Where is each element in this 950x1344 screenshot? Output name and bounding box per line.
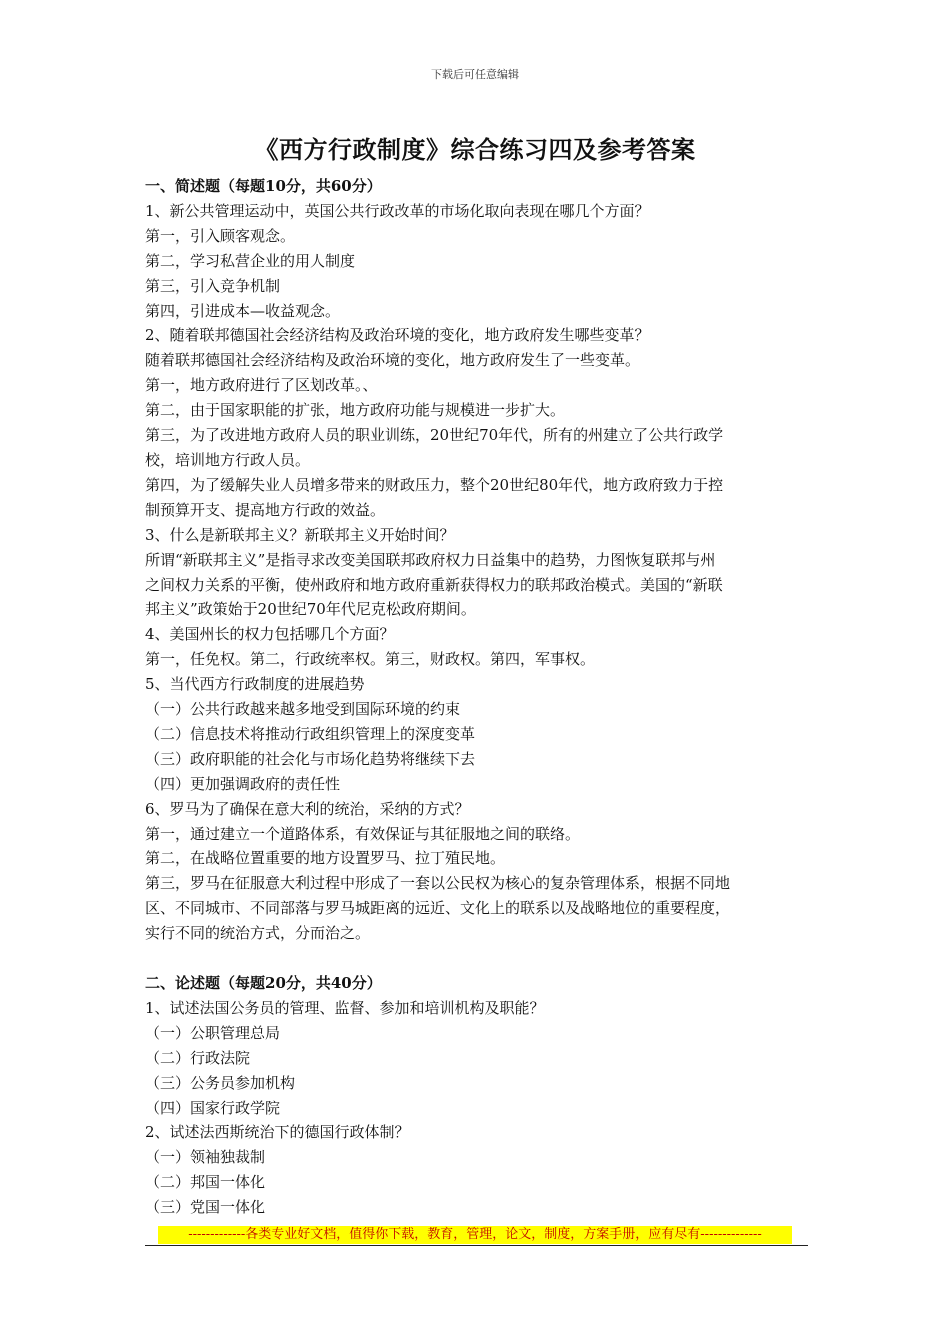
text-line: 第一，引入顾客观念。: [145, 226, 296, 245]
text-line: （一）领袖独裁制: [145, 1148, 266, 1167]
text-line: （一）公共行政越来越多地受到国际环境的约束: [145, 700, 461, 719]
text-line: 第一，通过建立一个道路体系，有效保证与其征服地之间的联络。: [145, 824, 581, 843]
text-line: （二）行政法院: [145, 1048, 251, 1067]
header-note: 下载后可任意编辑: [431, 68, 519, 81]
text-line: 制预算开支、提高地方行政的效益。: [145, 500, 386, 519]
text-line: 1、新公共管理运动中，英国公共行政改革的市场化取向表现在哪几个方面？: [145, 201, 650, 220]
text-line: 第三，引入竞争机制: [145, 276, 281, 295]
text-line: 校，培训地方行政人员。: [145, 450, 311, 469]
text-line: 第二，学习私营企业的用人制度: [145, 251, 356, 270]
text-line: 第一，地方政府进行了区划改革。、: [145, 376, 378, 395]
text-line: 2、随着联邦德国社会经济结构及政治环境的变化，地方政府发生哪些变革？: [145, 326, 650, 345]
text-line: 实行不同的统治方式，分而治之。: [145, 924, 371, 943]
text-line: 3、什么是新联邦主义？新联邦主义开始时间？: [145, 525, 455, 544]
text-line: 第一，任免权。第二，行政统率权。第三，财政权。第四，军事权。: [145, 650, 596, 669]
text-line: （二）信息技术将推动行政组织管理上的深度变革: [145, 724, 476, 743]
text-line: 随着联邦德国社会经济结构及政治环境的变化，地方政府发生了一些变革。: [145, 351, 641, 370]
document-body: [145, 174, 810, 1220]
text-line: 第三，罗马在征服意大利过程中形成了一套以公民权为核心的复杂管理体系，根据不同地: [145, 874, 731, 893]
text-line: 之间权力关系的平衡，使州政府和地方政府重新获得权力的联邦政治模式。美国的“新联: [145, 575, 723, 594]
footer-banner: -------------各类专业好文档，值得你下载，教育，管理，论文，制度，方案手册，应有尽有--------------: [158, 1226, 792, 1244]
text-line: 第四，引进成本—收益观念。: [145, 301, 341, 320]
document-title: 《西方行政制度》综合练习四及参考答案: [254, 135, 696, 164]
text-line: 第二，由于国家职能的扩张，地方政府功能与规模进一步扩大。: [145, 401, 566, 420]
text-line: 2、试述法西斯统治下的德国行政体制？: [145, 1123, 410, 1142]
text-line: （四）更加强调政府的责任性: [145, 774, 341, 793]
section-heading: 二、论述题（每题20分，共40分）: [145, 973, 382, 992]
blank-line: [145, 946, 810, 971]
section-heading: 一、简述题（每题10分，共60分）: [145, 177, 382, 195]
text-line: （三）公务员参加机构: [145, 1073, 296, 1092]
text-line: 1、试述法国公务员的管理、监督、参加和培训机构及职能？: [145, 998, 545, 1017]
text-line: （四）国家行政学院: [145, 1098, 281, 1117]
text-line: 4、美国州长的权力包括哪几个方面？: [145, 625, 395, 644]
footer-divider: [145, 1245, 808, 1246]
text-line: 第四，为了缓解失业人员增多带来的财政压力，整个20世纪80年代，地方政府致力于控: [145, 475, 724, 494]
text-line: 第二，在战略位置重要的地方设置罗马、拉丁殖民地。: [145, 849, 506, 868]
text-line: 区、不同城市、不同部落与罗马城距离的远近、文化上的联系以及战略地位的重要程度，: [145, 899, 731, 918]
text-line: 所谓“新联邦主义”是指寻求改变美国联邦政府权力日益集中的趋势，力图恢复联邦与州: [145, 550, 716, 569]
text-line: （二）邦国一体化: [145, 1173, 266, 1192]
text-line: 5、当代西方行政制度的进展趋势: [145, 675, 365, 694]
text-line: 邦主义”政策始于20世纪70年代尼克松政府期间。: [145, 600, 476, 619]
text-line: （三）政府职能的社会化与市场化趋势将继续下去: [145, 749, 476, 768]
text-line: 第三，为了改进地方政府人员的职业训练，20世纪70年代，所有的州建立了公共行政学: [145, 426, 724, 445]
text-line: （三）党国一体化: [145, 1198, 266, 1217]
text-line: （一）公职管理总局: [145, 1023, 281, 1042]
text-line: 6、罗马为了确保在意大利的统治，采纳的方式？: [145, 799, 470, 818]
